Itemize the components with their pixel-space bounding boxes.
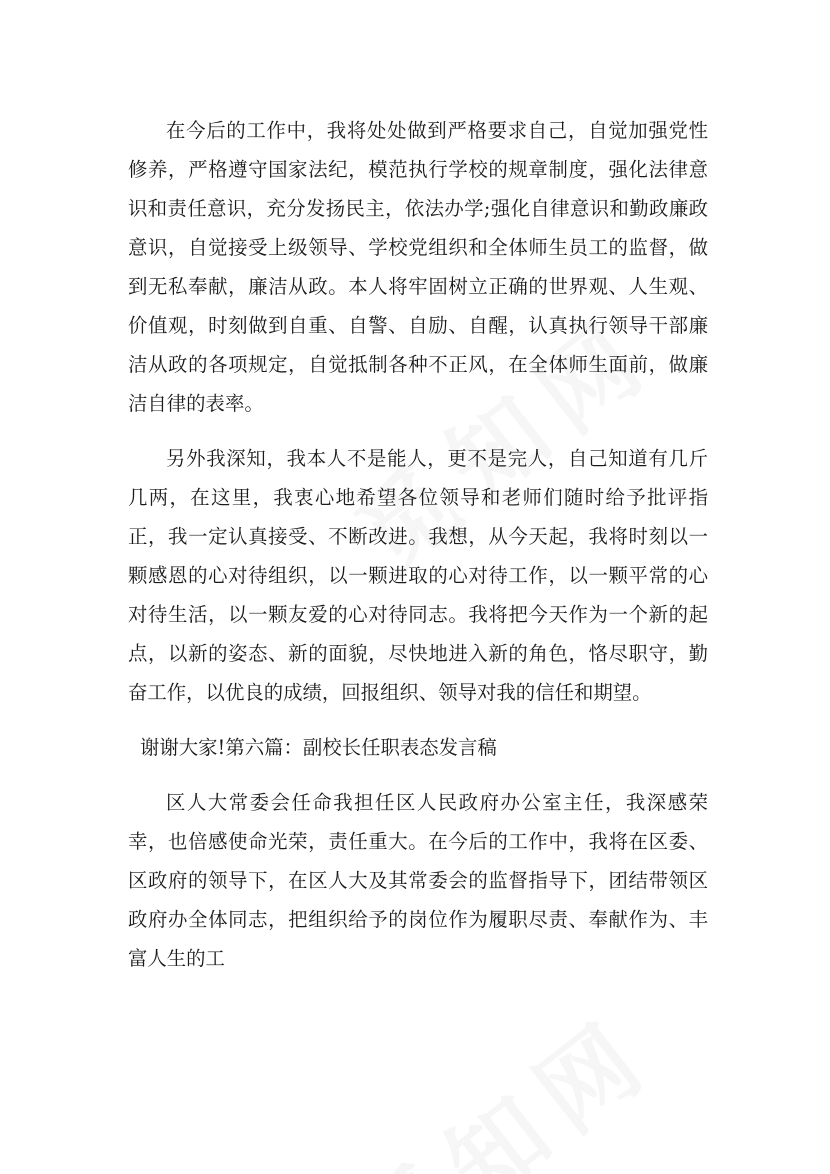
- document-body: [128, 111, 708, 994]
- watermark: [324, 979, 678, 1174]
- paragraph-2: 另外我深知，我本人不是能人，更不是完人，自己知道有几斤几两，在这里，我衷心地希望各位领导和老师们随时给予批评指正，我一定认真接受、不断改进。我想，从今天起，我将时刻以一颗感恩的心对待组织，以一颗进取的心对待工作，以一颗平常的心对待生活，以一颗友爱的心对待同志。我将把今天作为一个新的起点，以新的姿态、新的面貌，尽快地进入新的角色，恪尽职守，勤奋工作，以优良的成绩，回报组织、领导对我的信任和期望。: [128, 447, 708, 704]
- paragraph-3: 区人大常委会任命我担任区人民政府办公室主任，我深感荣幸，也倍感使命光荣，责任重大。在今后的工作中，我将在区委、区政府的领导下，在区人大及其常委会的监督指导下，团结带领区政府办全体同志，把组织给予的岗位作为履职尽责、奉献作为、丰富人生的工: [128, 791, 708, 970]
- paragraph-1: 在今后的工作中，我将处处做到严格要求自己，自觉加强党性修养，严格遵守国家法纪，模范执行学校的规章制度，强化法律意识和责任意识，充分发扬民主，依法办学;强化自律意识和勤政廉政意识，自觉接受上级领导、学校党组织和全体师生员工的监督，做到无私奉献，廉洁从政。本人将牢固树立正确的世界观、人生观、价值观，时刻做到自重、自警、自励、自醒，认真执行领导干部廉洁从政的各项规定，自觉抵制各种不正风，在全体师生面前，做廉洁自律的表率。: [128, 119, 708, 415]
- section-heading: 谢谢大家!第六篇：副校长任职表态发言稿: [140, 736, 497, 759]
